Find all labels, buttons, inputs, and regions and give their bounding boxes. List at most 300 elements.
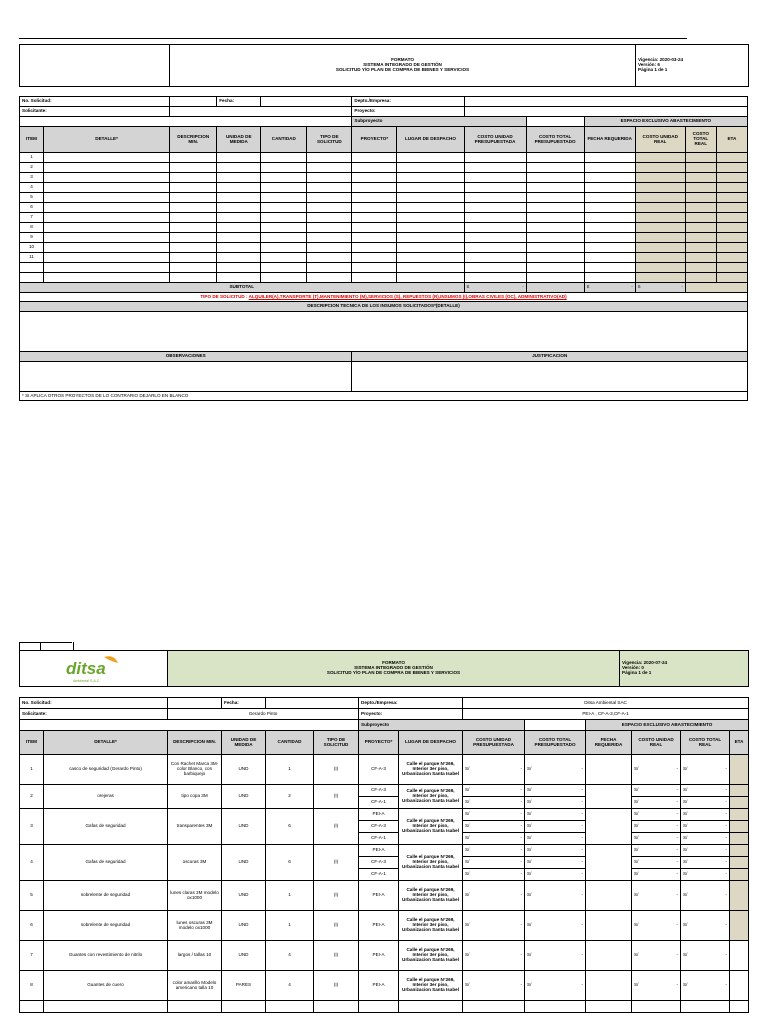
table-cell[interactable]: [716, 273, 747, 283]
table-cell[interactable]: [217, 233, 261, 243]
table-cell[interactable]: [685, 253, 716, 263]
dash: -: [725, 799, 728, 805]
table-cell[interactable]: [632, 1001, 681, 1013]
table-cell[interactable]: [170, 193, 217, 203]
table-cell[interactable]: [352, 223, 397, 233]
table-cell[interactable]: [352, 193, 397, 203]
table-cell[interactable]: [352, 263, 397, 273]
table-cell[interactable]: [584, 173, 635, 183]
table-cell[interactable]: [716, 243, 747, 253]
dash: -: [520, 952, 523, 958]
costo-total-pres: [525, 755, 586, 785]
table-cell[interactable]: [397, 163, 464, 173]
table-cell[interactable]: [635, 203, 685, 213]
currency: S/: [683, 766, 688, 772]
justificacion-label: JUSTIFICACION: [352, 352, 748, 362]
table-cell[interactable]: [586, 1001, 632, 1013]
money-value: [683, 788, 727, 793]
item-number: 4: [20, 183, 44, 193]
costo-unidad-real: [632, 755, 681, 785]
table-cell[interactable]: [635, 193, 685, 203]
subtotal-blank: [526, 283, 584, 293]
table-cell[interactable]: [307, 163, 352, 173]
table-cell[interactable]: [20, 1001, 44, 1013]
descripcion-tecnica-label: DESCRIPCION TECNICA DE LOS INSUMOS SOLICITADOS*(DETALLE): [20, 302, 748, 312]
currency: S/: [634, 982, 639, 988]
table-cell[interactable]: [44, 263, 170, 273]
cantidad-cell: 4: [266, 971, 314, 1001]
table-cell[interactable]: [352, 163, 397, 173]
table-cell[interactable]: [716, 163, 747, 173]
money-value: [527, 788, 583, 793]
table-cell[interactable]: [716, 183, 747, 193]
table-cell[interactable]: [685, 183, 716, 193]
table-cell[interactable]: [464, 213, 526, 223]
table-cell[interactable]: [397, 173, 464, 183]
dash: -: [581, 871, 584, 877]
table-cell[interactable]: [584, 213, 635, 223]
table-cell[interactable]: [44, 1001, 168, 1013]
table-cell[interactable]: [464, 153, 526, 163]
table-cell[interactable]: [170, 183, 217, 193]
table-cell[interactable]: [397, 253, 464, 263]
costo-total-real: [681, 833, 730, 845]
table-cell[interactable]: [397, 193, 464, 203]
table-cell[interactable]: [44, 243, 170, 253]
table-cell[interactable]: [217, 243, 261, 253]
title-line: FORMATO: [382, 660, 405, 666]
dash: -: [676, 811, 679, 817]
costo-total-pres: [525, 911, 586, 941]
pagina: Página 1 de 1: [622, 669, 652, 675]
table-cell[interactable]: [261, 183, 307, 193]
costo-total-pres: [525, 941, 586, 971]
table-cell[interactable]: [730, 1001, 749, 1013]
costo-total-pres: [525, 869, 586, 881]
table-cell[interactable]: [635, 253, 685, 263]
table-cell[interactable]: [217, 253, 261, 263]
table-cell[interactable]: [526, 183, 584, 193]
table-cell[interactable]: [307, 213, 352, 223]
table-cell[interactable]: [44, 223, 170, 233]
table-cell[interactable]: [584, 183, 635, 193]
table-row: [20, 845, 749, 857]
proyecto-cell: CF-A-1: [359, 833, 399, 845]
table-cell[interactable]: [716, 253, 747, 263]
fecha-value[interactable]: [266, 698, 359, 709]
currency: S/: [527, 847, 532, 853]
currency: S/: [683, 835, 688, 841]
currency: S/: [527, 799, 532, 805]
lugar-cell: Calle el parque N°269, Interior 3er piso, Urbanizacion Santa Isabel: [399, 941, 463, 971]
detalle-cell: sobrelente de seguridad: [44, 911, 168, 941]
table-cell[interactable]: [307, 263, 352, 273]
table-row: [20, 163, 748, 173]
table-cell[interactable]: [525, 1001, 586, 1013]
table-cell[interactable]: [307, 243, 352, 253]
table-cell[interactable]: [584, 153, 635, 163]
table-cell[interactable]: [217, 223, 261, 233]
table-cell[interactable]: [261, 173, 307, 183]
table-cell[interactable]: [584, 263, 635, 273]
table-cell[interactable]: [584, 273, 635, 283]
table-cell[interactable]: [685, 203, 716, 213]
table-cell[interactable]: [716, 173, 747, 183]
table-cell[interactable]: [635, 273, 685, 283]
table-cell[interactable]: [217, 173, 261, 183]
table-cell[interactable]: [464, 223, 526, 233]
table-cell[interactable]: [20, 273, 44, 283]
table-row: [20, 809, 749, 821]
table-cell[interactable]: [170, 153, 217, 163]
table-cell[interactable]: [44, 153, 170, 163]
table-cell[interactable]: [526, 233, 584, 243]
table-cell[interactable]: [44, 203, 170, 213]
table-cell[interactable]: [307, 253, 352, 263]
table-cell[interactable]: [222, 1001, 266, 1013]
table-cell[interactable]: [314, 1001, 359, 1013]
table-cell[interactable]: [44, 163, 170, 173]
table-cell[interactable]: [635, 153, 685, 163]
table-cell[interactable]: [635, 183, 685, 193]
descripcion-cell: transparentes 3M: [168, 809, 222, 845]
table-cell[interactable]: [526, 153, 584, 163]
logo-cell: [20, 651, 168, 687]
table-cell[interactable]: [261, 193, 307, 203]
table-cell[interactable]: [685, 223, 716, 233]
table-cell[interactable]: [685, 263, 716, 273]
table-cell[interactable]: [464, 273, 526, 283]
version: Versión: 0: [622, 665, 644, 671]
table-cell[interactable]: [307, 233, 352, 243]
table-cell[interactable]: [464, 243, 526, 253]
tipo-cell: (I): [314, 809, 359, 845]
table-cell[interactable]: [464, 263, 526, 273]
table-cell[interactable]: [261, 203, 307, 213]
table-cell[interactable]: [217, 183, 261, 193]
table-cell[interactable]: [307, 153, 352, 163]
eta: [730, 755, 749, 785]
solicitante-value[interactable]: Gerardo Pinto: [168, 709, 359, 720]
item-number: 3: [20, 173, 44, 183]
dash: -: [581, 859, 584, 865]
table-cell[interactable]: [526, 163, 584, 173]
table-cell[interactable]: [584, 233, 635, 243]
table-cell[interactable]: [307, 173, 352, 183]
table-cell[interactable]: [397, 213, 464, 223]
table-cell[interactable]: [307, 223, 352, 233]
costo-unidad-real: [632, 869, 681, 881]
justificacion-area[interactable]: [352, 362, 748, 392]
no-solicitud-value[interactable]: [170, 97, 217, 107]
dash: -: [581, 823, 584, 829]
table-cell[interactable]: [352, 203, 397, 213]
table-cell[interactable]: [217, 193, 261, 203]
table-cell[interactable]: [716, 213, 747, 223]
table-cell[interactable]: [307, 203, 352, 213]
depto-label: Depto./Empresa:: [359, 698, 463, 709]
table-cell[interactable]: [397, 273, 464, 283]
table-cell[interactable]: [352, 233, 397, 243]
table-cell[interactable]: [584, 193, 635, 203]
table-cell[interactable]: [397, 183, 464, 193]
table-cell[interactable]: [44, 273, 170, 283]
solicitante-value[interactable]: [170, 107, 352, 117]
table-cell[interactable]: [170, 243, 217, 253]
table-cell[interactable]: [266, 1001, 314, 1013]
table-cell[interactable]: [685, 153, 716, 163]
table-cell[interactable]: [170, 173, 217, 183]
costo-unidad-real: [632, 845, 681, 857]
table-cell[interactable]: [584, 223, 635, 233]
table-cell[interactable]: [464, 183, 526, 193]
table-cell[interactable]: [352, 153, 397, 163]
table-cell[interactable]: [685, 173, 716, 183]
costo-total-real: [681, 941, 730, 971]
footnote: * SI APLICA OTROS PROYECTOS DE LO CONTRARIO DEJARLO EN BLANCO: [20, 392, 748, 401]
table-cell[interactable]: [307, 273, 352, 283]
column-header: CANTIDAD: [261, 127, 307, 153]
table-cell[interactable]: [261, 253, 307, 263]
table-cell[interactable]: [170, 203, 217, 213]
table-cell[interactable]: [463, 1001, 525, 1013]
table-cell[interactable]: [397, 233, 464, 243]
table-cell[interactable]: [261, 163, 307, 173]
table-cell[interactable]: [464, 193, 526, 203]
money-value: [527, 923, 583, 928]
money-value: [465, 788, 522, 793]
costo-unidad-pres: [463, 785, 525, 797]
table-cell[interactable]: [170, 253, 217, 263]
money-value: [465, 848, 522, 853]
depto-value[interactable]: Ditsa Ambiental SAC: [463, 698, 749, 709]
table-cell[interactable]: [685, 233, 716, 243]
observaciones-area[interactable]: [20, 362, 352, 392]
costo-total-real: [681, 881, 730, 911]
table-cell[interactable]: [352, 253, 397, 263]
dash: -: [725, 859, 728, 865]
filled-form: [19, 650, 748, 1013]
detalle-cell: Guantes con revestimiento de nitrilo: [44, 941, 168, 971]
cantidad-cell: 1: [266, 755, 314, 785]
table-cell[interactable]: [716, 233, 747, 243]
dash: -: [725, 982, 728, 988]
column-header: ETA: [730, 731, 749, 755]
money-value: [527, 872, 583, 877]
table-cell[interactable]: [526, 213, 584, 223]
descripcion-cell: largos / tallas 10: [168, 941, 222, 971]
no-solicitud-label: No. Solicitud:: [20, 698, 168, 709]
column-header: FECHA REQUERIDA: [586, 731, 632, 755]
currency: S/: [634, 811, 639, 817]
table-cell[interactable]: [716, 223, 747, 233]
table-cell[interactable]: [261, 153, 307, 163]
table-cell[interactable]: [170, 163, 217, 173]
currency: S/: [527, 823, 532, 829]
table-cell[interactable]: [635, 223, 685, 233]
table-cell[interactable]: [217, 263, 261, 273]
table-cell[interactable]: [526, 173, 584, 183]
currency: S/: [465, 811, 470, 817]
table-cell[interactable]: [526, 193, 584, 203]
table-cell[interactable]: [584, 203, 635, 213]
table-cell[interactable]: [685, 273, 716, 283]
table-cell[interactable]: [170, 223, 217, 233]
depto-value[interactable]: [464, 97, 747, 107]
espacio-abastecimiento: ESPACIO EXCLUSIVO ABASTECIMIENTO: [584, 117, 747, 127]
table-cell[interactable]: [217, 273, 261, 283]
money-value: [683, 812, 727, 817]
costo-unidad-pres: [463, 797, 525, 809]
table-cell[interactable]: [397, 223, 464, 233]
dash: -: [520, 859, 523, 865]
blank-header-table: [19, 44, 749, 87]
table-cell[interactable]: [352, 183, 397, 193]
table-cell[interactable]: [526, 263, 584, 273]
table-cell[interactable]: [44, 173, 170, 183]
table-cell[interactable]: [397, 203, 464, 213]
table-cell[interactable]: [352, 173, 397, 183]
table-cell[interactable]: [716, 263, 747, 273]
table-cell[interactable]: [397, 153, 464, 163]
table-cell[interactable]: [44, 193, 170, 203]
table-cell[interactable]: [352, 273, 397, 283]
table-cell[interactable]: [526, 273, 584, 283]
money-value: [634, 848, 678, 853]
currency: S/: [634, 787, 639, 793]
money-value: [465, 923, 522, 928]
table-cell[interactable]: [168, 1001, 222, 1013]
proyecto-value[interactable]: PEI-A , CF-A-3,CF-A-1: [463, 709, 749, 720]
currency: S/: [683, 952, 688, 958]
money-value: [465, 893, 522, 898]
table-cell[interactable]: [352, 213, 397, 223]
table-cell[interactable]: [217, 213, 261, 223]
table-cell[interactable]: [526, 223, 584, 233]
table-cell[interactable]: [685, 213, 716, 223]
item-number: 7: [20, 941, 44, 971]
detalle-cell: sobrelente de seguridad: [44, 881, 168, 911]
table-cell[interactable]: [635, 243, 685, 253]
money-value: [683, 800, 727, 805]
table-cell[interactable]: [217, 203, 261, 213]
table-cell[interactable]: [635, 163, 685, 173]
no-solicitud-value[interactable]: [168, 698, 222, 709]
table-cell[interactable]: [716, 153, 747, 163]
table-cell[interactable]: [681, 1001, 730, 1013]
table-cell[interactable]: [635, 173, 685, 183]
table-cell[interactable]: [397, 263, 464, 273]
proyecto-cell: CF-A-1: [359, 797, 399, 809]
table-cell[interactable]: [261, 233, 307, 243]
table-cell[interactable]: [170, 273, 217, 283]
table-cell[interactable]: [44, 253, 170, 263]
costo-total-pres: [525, 857, 586, 869]
table-cell[interactable]: [464, 253, 526, 263]
table-cell[interactable]: [526, 243, 584, 253]
table-cell[interactable]: [685, 193, 716, 203]
tipo-cell: (I): [314, 971, 359, 1001]
table-cell[interactable]: [44, 213, 170, 223]
table-cell[interactable]: [307, 193, 352, 203]
item-number: 5: [20, 881, 44, 911]
dash: -: [676, 847, 679, 853]
table-cell[interactable]: [261, 223, 307, 233]
lugar-cell: Calle el parque N°269, Interior 3er piso, Urbanizacion Santa Isabel: [399, 809, 463, 845]
table-cell[interactable]: [44, 183, 170, 193]
table-cell[interactable]: [359, 1001, 399, 1013]
table-cell[interactable]: [261, 273, 307, 283]
table-cell[interactable]: [217, 153, 261, 163]
table-cell[interactable]: [584, 243, 635, 253]
table-cell[interactable]: [20, 263, 44, 273]
item-number: 5: [20, 193, 44, 203]
detalle-cell: casco de seguridad (Gerardo Pinto): [44, 755, 168, 785]
table-cell[interactable]: [635, 213, 685, 223]
table-cell[interactable]: [397, 243, 464, 253]
column-header: COSTO UNIDAD PRESUPUESTADA: [463, 731, 525, 755]
money-value: [683, 767, 727, 772]
money-value: [527, 893, 583, 898]
fecha-value[interactable]: [261, 97, 352, 107]
table-cell[interactable]: [635, 263, 685, 273]
costo-unidad-real: [632, 821, 681, 833]
table-cell[interactable]: [261, 243, 307, 253]
table-cell[interactable]: [635, 233, 685, 243]
table-cell[interactable]: [685, 163, 716, 173]
table-cell[interactable]: [44, 233, 170, 243]
money-value: [634, 923, 678, 928]
table-cell[interactable]: [716, 203, 747, 213]
fecha-label: Fecha:: [222, 698, 266, 709]
costo-total-pres: [525, 881, 586, 911]
table-cell[interactable]: [170, 213, 217, 223]
table-cell[interactable]: [261, 213, 307, 223]
blank-items-table: [19, 96, 748, 401]
currency: S/: [465, 892, 470, 898]
table-cell[interactable]: [685, 243, 716, 253]
table-cell[interactable]: [307, 183, 352, 193]
table-cell[interactable]: [261, 263, 307, 273]
table-cell[interactable]: [217, 163, 261, 173]
table-cell[interactable]: [584, 253, 635, 263]
proyecto-label: Proyecto:: [359, 709, 463, 720]
proyecto-value[interactable]: [464, 107, 747, 117]
column-header: TIPO DE SOLICITUD: [314, 731, 359, 755]
table-cell[interactable]: [170, 263, 217, 273]
table-cell[interactable]: [464, 163, 526, 173]
table-cell[interactable]: [464, 233, 526, 243]
table-cell[interactable]: [716, 193, 747, 203]
dash: -: [581, 766, 584, 772]
column-header: CANTIDAD: [266, 731, 314, 755]
costo-total-pres: [525, 971, 586, 1001]
table-cell[interactable]: [526, 203, 584, 213]
logo-cell: [20, 45, 170, 87]
table-cell[interactable]: [526, 253, 584, 263]
table-cell[interactable]: [584, 163, 635, 173]
item-number: 1: [20, 153, 44, 163]
table-cell[interactable]: [399, 1001, 463, 1013]
table-cell[interactable]: [464, 173, 526, 183]
table-cell[interactable]: [464, 203, 526, 213]
money-value: [527, 860, 583, 865]
money-value: [634, 800, 678, 805]
table-cell[interactable]: [170, 233, 217, 243]
table-cell[interactable]: [352, 243, 397, 253]
no-solicitud-label: No. Solicitud:: [20, 97, 170, 107]
descripcion-tecnica-area[interactable]: [20, 312, 748, 352]
